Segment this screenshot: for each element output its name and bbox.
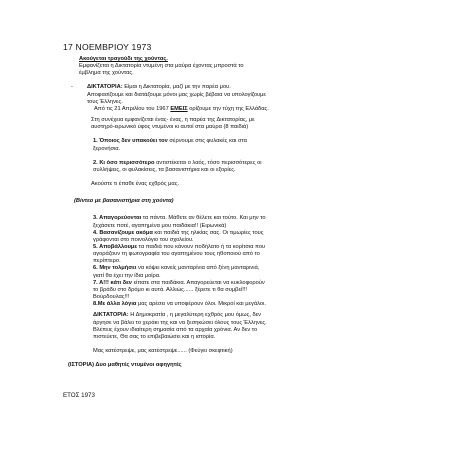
torture-list: [93, 215, 410, 308]
item-text: το βράδυ στο δρόμο κι αυτά. Αλλιώς...... ξέρετε τι θα συμβεί!!!: [93, 286, 247, 293]
list-item: [93, 160, 410, 174]
item-label: 6. Μην τολμήσει: [93, 265, 137, 272]
item-label: 8.Με άλλα λόγια: [93, 301, 137, 308]
item-text: αγοράζουν τη φωτογραφία του αγαπημένου τους ηθοποιού από το: [93, 251, 260, 258]
item-text: τα παιδιά που κάνουν ποδήλατο ή τα κορίτσια που: [137, 243, 266, 250]
speech-line: ορίζουμε την τύχη της Ελλάδας.: [187, 105, 269, 112]
item-label: 4. Βασανίζουμε ακόμα: [93, 229, 153, 236]
list-item: [93, 244, 410, 265]
list-item: [93, 280, 410, 301]
item-label: 5. Αποβάλλουμε: [93, 243, 138, 250]
speech-line: Από τις 21 Απριλίου του 1967: [94, 105, 171, 112]
item-text: είπατε στα παιδάκια. Απαγορεύεται να κυκλοφορούν: [131, 279, 265, 286]
item-text: σέρνουμε στις φυλακές και στα: [167, 138, 247, 145]
speech-line: Αποφασίζουμε και διατάζουμε μόνοι μας χωρίς βέβαια να υπολογίζουμε: [87, 91, 266, 98]
dictatorship-speech-1: [71, 84, 410, 113]
item-text: ξεχάσετε ποτέ, αγαπημένα μου παιδάκια!! (Ειρωνικά): [93, 222, 227, 229]
stage-direction-video: (Βίντεο με βασανιστήρια στη χούντα): [74, 198, 174, 205]
item-text: συλλήψεις, οι φυλακίσεις, τα βασανιστήρια και οι εξορίες.: [93, 166, 236, 173]
item-text: μας αρέσει να υποφέρουν όλοι. Μικροί και μεγάλοι.: [136, 301, 266, 308]
list-item: [93, 265, 410, 279]
speech-line: Η Δημοκρατία , η μεγαλύτερη εχθρός μου όμως, δεν: [128, 312, 262, 319]
stage-direction-students: (ΙΣΤΟΡΙΑ) Δυο μαθητές ντυμένοι αφηγητές: [68, 362, 182, 369]
dictatorship-speech-2: [93, 312, 410, 341]
list-item: [93, 138, 410, 152]
speech-line: τους Έλληνες.: [87, 98, 123, 105]
speech-emphasis: ΕΜΕΙΣ: [170, 105, 188, 112]
intro-block: [79, 56, 410, 77]
dash-bullet: -: [71, 84, 73, 91]
document-body: [60, 56, 410, 369]
item-text: Βούρδουλας!!!: [93, 294, 130, 301]
intro-line: έμβλημα της χούντας.: [79, 70, 134, 77]
intro-heading: Ακούγεται τραγούδι της χούντας.: [79, 56, 168, 62]
item-text: γράφονται στο ποινολόγιο του σχολείου.: [93, 236, 194, 243]
item-label: 3. Απαγορεύονται: [93, 215, 142, 222]
speaker-label: ΔΙΚΤΑΤΟΡΙΑ:: [93, 312, 129, 319]
item-text: και παιδιά της ηλικίας σας. Οι τιμωρίες τους: [152, 229, 264, 236]
speaker-label: ΔΙΚΤΑΤΟΡΙΑ:: [87, 84, 123, 91]
item-text: γιατί θα έχει την ίδια μοίρα.: [93, 272, 161, 279]
item-text: ξερονήσια.: [93, 145, 121, 152]
document-date: 17 ΝΟΕΜΒΡΙΟΥ 1973: [63, 42, 152, 52]
item-label: 1. Όποιος δεν υπακούει τον: [93, 138, 168, 145]
item-text: περίπτερο.: [93, 258, 121, 265]
list-item: [93, 301, 410, 308]
list-item: [93, 230, 410, 244]
item-label: 2. Κι όσο περισσότερο: [93, 159, 155, 166]
speech-line: άργησε να βάλει το χεράκι της και να ξεσηκώσει όλους τους Έλληνες.: [93, 319, 267, 326]
narration-line: αυστηρό-ειρωνικό ύφος ντυμένοι κι αυτοί στα μαύρα (8 παιδιά): [91, 124, 249, 131]
speech-line: Βλέπεις έχουν ιδιαίτερη σημασία από τα αρχαία χρόνια. Αν δεν το: [93, 326, 258, 333]
intro-line: Εμφανίζεται η Δικτατορία ντυμένη στα μαύρα έχοντας μπροστά το: [79, 63, 244, 70]
torturers-intro: [91, 117, 410, 131]
item-text: να κόψει κανείς μανταρίνια από ξένη μανταρινιά,: [136, 265, 260, 272]
overthrown-line: Μας κατέστρεψε, μας κατέστρεψε...... (Φεύγει σκεφτική): [93, 348, 233, 354]
item-label: 7. Α!!! κάτι δεν: [93, 279, 132, 286]
list-item: [93, 215, 410, 229]
speech-line: πιστεύετε, Θα σας το επιβεβαιώσει και η ιστορία.: [93, 333, 216, 340]
narration-line: Στη συνέχεια εμφανίζεται ένας- ένας, η παρέα της Δικτατορίας, με: [91, 117, 255, 124]
footer-year: ΕΤΟΣ 1973: [63, 392, 95, 399]
item-text: τα πάντα. Μάθετε αν θέλετε και τούτο. Και μην το: [141, 215, 266, 222]
speech-line: Είμαι η Δικτατορία, μαζί με την παρέα μου.: [122, 84, 231, 91]
item-text: αντιστέκεται ο λαός, τόσο περισσότερες οι: [154, 159, 262, 166]
enemy-line: Ακούστε τι έπαθε ένας εχθρός μας.: [91, 181, 180, 188]
